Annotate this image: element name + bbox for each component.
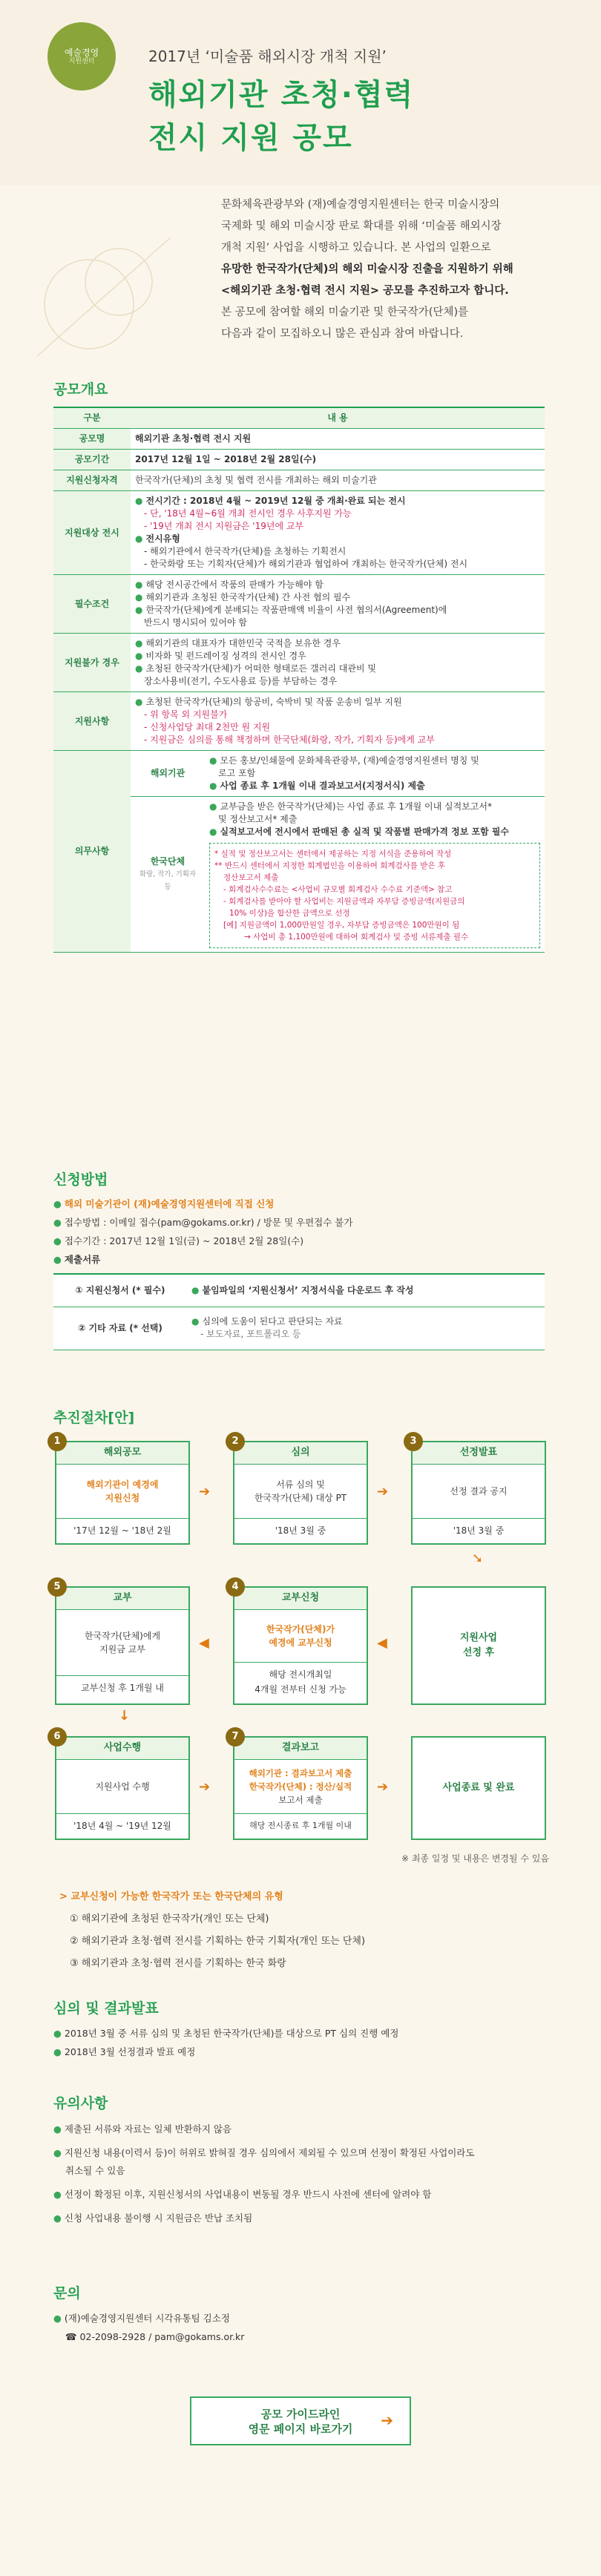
overview-table bbox=[53, 407, 545, 953]
grant-type-item: ② 해외기관과 초청·협력 전시를 기획하는 한국 기획자(개인 또는 단체) bbox=[70, 1936, 366, 1947]
row-line: 초청된 한국작가(단체)의 항공비, 숙박비 및 작품 운송비 일부 지원 bbox=[145, 697, 402, 707]
doc-line: 심의에 도움이 된다고 판단되는 자료 bbox=[202, 1316, 343, 1327]
doc-value: ● 붙임파일의 ‘지원신청서’ 지정서식을 다운로드 후 작성 bbox=[187, 1274, 545, 1307]
contact-heading: 문의 bbox=[53, 2285, 81, 2301]
arrow-down-icon: ➘ bbox=[472, 1551, 484, 1566]
row-line: - '19년 개최 전시 지원금은 '19년에 교부 bbox=[144, 521, 304, 531]
step-line: 지원신청 bbox=[105, 1493, 140, 1503]
grant-types-heading: > 교부신청이 가능한 한국작가 또는 한국단체의 유형 bbox=[59, 1891, 283, 1902]
row-subheader: 해외기관 bbox=[131, 751, 205, 797]
row-value: ● 초청된 한국작가(단체)의 항공비, 숙박비 및 작품 운송비 일부 지원 - 위 항목 외 지원불가 - 신청사업당 최대 2천만 원 지원 - 지원금은 심의를 통해 책정하며 한국단체(화랑, 작가, 기획자 등)에게 교부 bbox=[131, 692, 545, 751]
caution-line: 선정이 확정된 이후, 지원신청서의 사업내용이 변동될 경우 반드시 사전에 센터에 알려야 함 bbox=[64, 2189, 432, 2200]
apply-line: 제출서류 bbox=[64, 1254, 101, 1265]
row-subheader-note: 화랑, 작가, 기획자 등 bbox=[139, 870, 197, 891]
arrow-down-icon: ↓ bbox=[119, 1708, 131, 1724]
row-value: 2017년 12월 1일 ~ 2018년 2월 28일(수) bbox=[131, 450, 545, 470]
apply-heading: 신청방법 bbox=[53, 1172, 108, 1188]
step-body bbox=[56, 1610, 188, 1675]
row-value: ● 전시기간 : 2018년 4월 ~ 2019년 12월 중 개최·완료 되는 전시 - 단, '18년 4월~6월 개최 전시인 경우 사후지원 가능 - '19년 개최 전시 지원금은 '19년에 교부 ● 전시유형 - 해외기관에서 한국작가(단체)를 초청하는 기획전시 - 한국화랑 또는 기획자(단체)가 해외기관과 협업하여 개최하는 한국작가(단체) 전시 bbox=[131, 491, 545, 575]
row-value: ● 해외기관의 대표자가 대한민국 국적을 보유한 경우 ● 비자화 및 펀드레이징 성격의 전시인 경우 ● 초청된 한국작가(단체)가 어떠한 형태로든 갤러리 대관비 및 장소사용비(전기, 수도사용료 등)를 부담하는 경우 bbox=[131, 634, 545, 692]
documents-table bbox=[53, 1273, 545, 1350]
row-header: 지원대상 전시 bbox=[53, 491, 131, 575]
note-line: - 회계검사수수료는 <사업비 규모별 회계검사 수수료 기준액> 참고 bbox=[223, 885, 453, 894]
step-title: 결과보고 bbox=[234, 1738, 367, 1760]
row-line: 장소사용비(전기, 수도사용료 등)를 부담하는 경우 bbox=[144, 676, 338, 686]
step-body bbox=[234, 1610, 367, 1662]
review-line: 2018년 3월 선정결과 발표 예정 bbox=[64, 2046, 196, 2057]
row-value: ● 모든 홍보/인쇄물에 문화체육관광부, (재)예술경영지원센터 명칭 및 로고 포함 ● 사업 종료 후 1개월 이내 결과보고서(지정서식) 제출 bbox=[205, 751, 545, 797]
step-apply bbox=[55, 1441, 190, 1545]
step-date: 해당 전시종료 후 1개월 이내 bbox=[234, 1813, 367, 1839]
apply-list: ● 해외 미술기관이 (재)예술경영지원센터에 직접 신청 ● 접수방법 : 이메일 접수(pam@gokams.or.kr) / 방문 및 우편접수 불가 ● 접수기간 : 2017년 12월 1일(금) ~ 2018년 2월 28일(수) ● 제출서류 bbox=[53, 1198, 353, 1265]
step-date: '18년 3월 중 bbox=[413, 1518, 545, 1543]
arrow-right-icon: ➔ bbox=[381, 2411, 393, 2429]
row-subheader bbox=[131, 797, 205, 953]
selected-box: 지원사업 선정 후 bbox=[411, 1586, 546, 1705]
col-header: 내 용 bbox=[131, 407, 545, 429]
apply-line: 해외 미술기관이 (재)예술경영지원센터에 직접 신청 bbox=[64, 1198, 275, 1209]
step-review bbox=[233, 1441, 368, 1545]
step-report bbox=[233, 1736, 368, 1840]
row-line: 모든 홍보/인쇄물에 문화체육관광부, (재)예술경영지원센터 명칭 및 bbox=[220, 755, 479, 766]
contact-line: ☎ 02-2098-2928 / pam@gokams.or.kr bbox=[65, 2331, 245, 2342]
note-line: * 실적 및 정산보고서는 센터에서 제공하는 지정 서식을 준용하여 작성 bbox=[214, 850, 452, 858]
row-header: 지원불가 경우 bbox=[53, 634, 131, 692]
step-line: 보고서 제출 bbox=[278, 1795, 323, 1805]
step-date: '18년 3월 중 bbox=[234, 1518, 367, 1543]
row-line: 해외기관과 초청된 한국작가(단체) 간 사전 협의 필수 bbox=[145, 592, 351, 602]
row-header: 지원신청자격 bbox=[53, 470, 131, 491]
step-date: 교부신청 후 1개월 내 bbox=[56, 1675, 188, 1701]
doc-header: ② 기타 자료 (* 선택) bbox=[53, 1307, 187, 1350]
completion-box: 사업종료 및 완료 bbox=[411, 1736, 546, 1840]
button-label: 공모 가이드라인 bbox=[260, 2408, 341, 2421]
doc-line: - 보도자료, 포트폴리오 등 bbox=[200, 1329, 301, 1339]
contact-line: (재)예술경영지원센터 시각유통팀 김소정 bbox=[64, 2313, 230, 2324]
step-number: 3 bbox=[404, 1432, 423, 1451]
page-title-line2: 전시 지원 공모 bbox=[148, 121, 353, 155]
row-line: 반드시 명시되어 있어야 함 bbox=[144, 617, 247, 628]
review-heading: 심의 및 결과발표 bbox=[53, 2000, 159, 2017]
doc-line: 붙임파일의 ‘지원신청서’ 지정서식을 다운로드 후 작성 bbox=[202, 1284, 414, 1295]
note-box bbox=[209, 843, 540, 948]
intro-text bbox=[221, 194, 570, 345]
row-line: - 지원금은 심의를 통해 책정하며 한국단체(화랑, 작가, 기획자 등)에게 교부 bbox=[144, 735, 435, 745]
row-line: 전시유형 bbox=[145, 533, 180, 544]
step-line: 지원금 교부 bbox=[99, 1644, 145, 1655]
note-line: 정산보고서 제출 bbox=[223, 873, 279, 882]
logo-text: 예술경영 bbox=[64, 47, 99, 58]
row-line: 전시기간 : 2018년 4월 ~ 2019년 12월 중 개최·완료 되는 전시 bbox=[145, 496, 406, 506]
row-line: 비자화 및 펀드레이징 성격의 전시인 경우 bbox=[145, 651, 306, 661]
arrow-right-icon: ➔ bbox=[377, 1779, 389, 1795]
arrow-left-icon: ◀ bbox=[199, 1635, 209, 1651]
step-announce bbox=[411, 1441, 546, 1545]
apply-line: 접수방법 : 이메일 접수(pam@gokams.or.kr) / 방문 및 우편접수 불가 bbox=[64, 1217, 353, 1228]
step-execution bbox=[55, 1736, 190, 1840]
step-line: 한국작가(단체)에게 bbox=[84, 1631, 161, 1641]
row-header: 공모명 bbox=[53, 429, 131, 450]
caution-line: 신청 사업내용 불이행 시 지원금은 반납 조치됨 bbox=[64, 2212, 253, 2224]
overview-heading: 공모개요 bbox=[53, 381, 108, 398]
row-line: 해외기관의 대표자가 대한민국 국적을 보유한 경우 bbox=[145, 638, 341, 648]
apply-line: 접수기간 : 2017년 12월 1일(금) ~ 2018년 2월 28일(수) bbox=[64, 1235, 304, 1246]
grant-type-item: ① 해외기관에 초청된 한국작가(개인 또는 단체) bbox=[70, 1913, 269, 1925]
step-title: 선정발표 bbox=[413, 1442, 545, 1465]
step-number: 7 bbox=[226, 1727, 245, 1747]
note-line: ** 반드시 센터에서 지정한 회계법인을 이용하여 회계검사를 받은 후 bbox=[214, 861, 446, 870]
step-grant-request bbox=[233, 1586, 368, 1705]
step-title: 사업수행 bbox=[56, 1738, 188, 1760]
step-number: 6 bbox=[47, 1727, 67, 1747]
review-line: 2018년 3월 중 서류 심의 및 초청된 한국작가(단체)를 대상으로 PT 심의 진행 예정 bbox=[64, 2028, 399, 2039]
step-body bbox=[234, 1760, 367, 1813]
step-line: 해외기관이 예경에 bbox=[86, 1479, 159, 1490]
button-label: 영문 페이지 바로가기 bbox=[248, 2422, 353, 2436]
step-line: 한국작가(단체) : 정산/실적 bbox=[249, 1781, 352, 1792]
step-number: 1 bbox=[47, 1432, 67, 1451]
step-body: 지원사업 수행 bbox=[95, 1781, 150, 1792]
row-line: - 한국화랑 또는 기획자(단체)가 해외기관과 협업하여 개최하는 한국작가(단체) 전시 bbox=[144, 559, 468, 569]
intro-line: 개척 지원’ 사업을 시행하고 있습니다. 본 사업의 일환으로 bbox=[221, 242, 491, 254]
col-header: 구분 bbox=[53, 407, 131, 429]
caution-line: 지원신청 내용(이력서 등)이 허위로 밝혀질 경우 심의에서 제외될 수 있으며 선정이 확정된 사업이라도 bbox=[64, 2147, 475, 2158]
note-line: → 사업비 총 1,100만원에 대하여 회계검사 및 증빙 서류제출 필수 bbox=[244, 933, 469, 942]
step-title: 심의 bbox=[234, 1442, 367, 1465]
step-body bbox=[56, 1465, 188, 1518]
arrow-right-icon: ➔ bbox=[377, 1484, 389, 1499]
note-line: - 회계검사를 받아야 할 사업비는 지원금액과 자부담 증빙금액(지원금의 bbox=[223, 897, 465, 906]
process-heading: 추진절차[안] bbox=[53, 1410, 135, 1426]
intro-line: 문화체육관광부와 (재)예술경영지원센터는 한국 미술시장의 bbox=[221, 199, 500, 211]
caution-heading: 유의사항 bbox=[53, 2095, 108, 2112]
row-value: ● 교부금을 받은 한국작가(단체)는 사업 종료 후 1개월 이내 실적보고서* 및 정산보고서* 제출 ● 실적보고서에 전시에서 판매된 총 실적 및 작품별 판매가격 정보 포함 필수 * 실적 및 정산보고서는 센터에서 제공하는 지정 서식을 준용하여 작성 ** 반드시 센터에서 지정한 회계법인을 이용하여 회계검사를 받은 후 정산보고서 제출 - 회계검사수수료는 <사업비 규모별 회계검사 수수료 기준액> 참고 - 회계검사를 받아야 할 사업비는 지원금액과 자부담 증빙금액(지원금의 10% 이상)을 합산한 금액으로 선정 [예] 지원금액이 1,000만원일 경우, 자부담 증빙금액은 100만원이 됨 → 사업비 총 1,100만원에 대하여 회계검사 및 증빙 서류제출 필수 bbox=[205, 797, 545, 953]
review-list: ● 2018년 3월 중 서류 심의 및 초청된 한국작가(단체)를 대상으로 PT 심의 진행 예정 ● 2018년 3월 선정결과 발표 예정 bbox=[53, 2028, 399, 2057]
row-header: 의무사항 bbox=[53, 751, 131, 953]
step-line: 한국작가(단체) 대상 PT bbox=[254, 1493, 347, 1503]
doc-header: ① 지원신청서 (* 필수) bbox=[53, 1274, 187, 1307]
page-title-line1: 해외기관 초청·협력 bbox=[148, 78, 415, 112]
arrow-left-icon: ◀ bbox=[377, 1635, 387, 1651]
logo-subtext: 지원센터 bbox=[68, 57, 95, 65]
note-line: 10% 이상)을 합산한 금액으로 선정 bbox=[229, 909, 350, 918]
row-line: - 위 항목 외 지원불가 bbox=[144, 709, 228, 720]
contact-info: ● (재)예술경영지원센터 시각유통팀 김소정 ☎ 02-2098-2928 / pam@gokams.or.kr bbox=[53, 2309, 244, 2346]
step-line: 서류 심의 및 bbox=[276, 1479, 325, 1490]
intro-line: <해외기관 초청·협력 전시 지원> 공모를 추진하고자 합니다. bbox=[221, 285, 509, 297]
step-number: 5 bbox=[47, 1577, 67, 1597]
step-body: 선정 결과 공지 bbox=[450, 1486, 508, 1496]
intro-line: 유망한 한국작가(단체)의 해외 미술시장 진출을 지원하기 위해 bbox=[221, 263, 513, 275]
row-line: - 신청사업당 최대 2천만 원 지원 bbox=[144, 722, 271, 732]
row-line: 초청된 한국작가(단체)가 어떠한 형태로든 갤러리 대관비 및 bbox=[145, 663, 376, 674]
row-value: ● 해당 전시공간에서 작품의 판매가 가능해야 함 ● 해외기관과 초청된 한국작가(단체) 간 사전 협의 필수 ● 한국작가(단체)에게 분배되는 작품판매액 비율이 사전 협의서(Agreement)에 반드시 명시되어 있어야 함 bbox=[131, 575, 545, 634]
row-line: 사업 종료 후 1개월 이내 결과보고서(지정서식) 제출 bbox=[220, 781, 425, 791]
grant-types bbox=[59, 1886, 365, 1975]
row-header: 지원사항 bbox=[53, 692, 131, 751]
intro-line: 다음과 같이 모집하오니 많은 관심과 참여 바랍니다. bbox=[221, 328, 464, 340]
row-line: - 해외기관에서 한국작가(단체)를 초청하는 기획전시 bbox=[144, 546, 347, 556]
intro-line: 국제화 및 해외 미술시장 판로 확대를 위해 ‘미술품 해외시장 bbox=[221, 220, 502, 232]
row-header: 공모기간 bbox=[53, 450, 131, 470]
row-line: - 단, '18년 4월~6월 개최 전시인 경우 사후지원 가능 bbox=[144, 508, 352, 519]
header bbox=[0, 0, 601, 185]
row-line: 해당 전시공간에서 작품의 판매가 가능해야 함 bbox=[145, 579, 324, 590]
step-line: 해당 전시개최일 bbox=[269, 1669, 332, 1680]
row-line: 로고 포함 bbox=[218, 768, 256, 778]
gokams-logo bbox=[47, 22, 116, 91]
intro-line: 본 공모에 참여할 해외 미술기관 및 한국작가(단체)를 bbox=[221, 306, 469, 318]
row-value: 해외기관 초청·협력 전시 지원 bbox=[131, 429, 545, 450]
caution-line: 제출된 서류와 자료는 일체 반환하지 않음 bbox=[64, 2123, 232, 2135]
guideline-link-button[interactable] bbox=[190, 2396, 411, 2445]
step-date: '18년 4월 ~ '19년 12월 bbox=[56, 1813, 188, 1839]
step-line: 4개월 전부터 신청 가능 bbox=[254, 1684, 347, 1695]
arrow-right-icon: ➔ bbox=[199, 1779, 211, 1795]
process-note: ※ 최종 일정 및 내용은 변경될 수 있음 bbox=[401, 1853, 549, 1864]
caution-line: 취소될 수 있음 bbox=[65, 2165, 125, 2176]
arrow-right-icon: ➔ bbox=[199, 1484, 211, 1499]
step-line: 해외기관 : 결과보고서 제출 bbox=[249, 1768, 352, 1778]
step-title: 교부신청 bbox=[234, 1588, 367, 1610]
row-line: 한국작가(단체)에게 분배되는 작품판매액 비율이 사전 협의서(Agreement)에 bbox=[145, 605, 447, 615]
step-line: 한국작가(단체)가 bbox=[266, 1624, 335, 1634]
note-line: [예] 지원금액이 1,000만원일 경우, 자부담 증빙금액은 100만원이 됨 bbox=[223, 921, 460, 930]
row-line: 실적보고서에 전시에서 판매된 총 실적 및 작품별 판매가격 정보 포함 필수 bbox=[220, 827, 510, 837]
row-header: 필수조건 bbox=[53, 575, 131, 634]
step-date bbox=[234, 1662, 367, 1702]
row-value: 한국작가(단체)의 초청 및 협력 전시를 개최하는 해외 미술기관 bbox=[131, 470, 545, 491]
row-subheader-label: 한국단체 bbox=[150, 856, 185, 867]
step-title: 교부 bbox=[56, 1588, 188, 1610]
step-date: '17년 12월 ~ '18년 2월 bbox=[56, 1518, 188, 1543]
decorative-lines-icon bbox=[30, 223, 178, 364]
step-number: 4 bbox=[226, 1577, 245, 1597]
step-body bbox=[234, 1465, 367, 1518]
caution-list: ● 제출된 서류와 자료는 일체 반환하지 않음 ● 지원신청 내용(이력서 등)이 허위로 밝혀질 경우 심의에서 제외될 수 있으며 선정이 확정된 사업이라도 취소될 수 있음 ● 선정이 확정된 이후, 지원신청서의 사업내용이 변동될 경우 반드시 사전에 센터에 알려야 함 ● 신청 사업내용 불이행 시 지원금은 반납 조치됨 bbox=[53, 2123, 475, 2224]
doc-value: ● 심의에 도움이 된다고 판단되는 자료 - 보도자료, 포트폴리오 등 bbox=[187, 1307, 545, 1350]
row-line: 및 정산보고서* 제출 bbox=[218, 814, 298, 824]
step-grant bbox=[55, 1586, 190, 1705]
step-line: 예경에 교부신청 bbox=[269, 1637, 332, 1648]
header-subtitle: 2017년 ‘미술품 해외시장 개척 지원’ bbox=[148, 47, 387, 65]
grant-type-item: ③ 해외기관과 초청·협력 전시를 기획하는 한국 화랑 bbox=[70, 1958, 286, 1969]
step-number: 2 bbox=[226, 1432, 245, 1451]
row-line: 교부금을 받은 한국작가(단체)는 사업 종료 후 1개월 이내 실적보고서* bbox=[220, 801, 492, 812]
step-title: 해외공모 bbox=[56, 1442, 188, 1465]
